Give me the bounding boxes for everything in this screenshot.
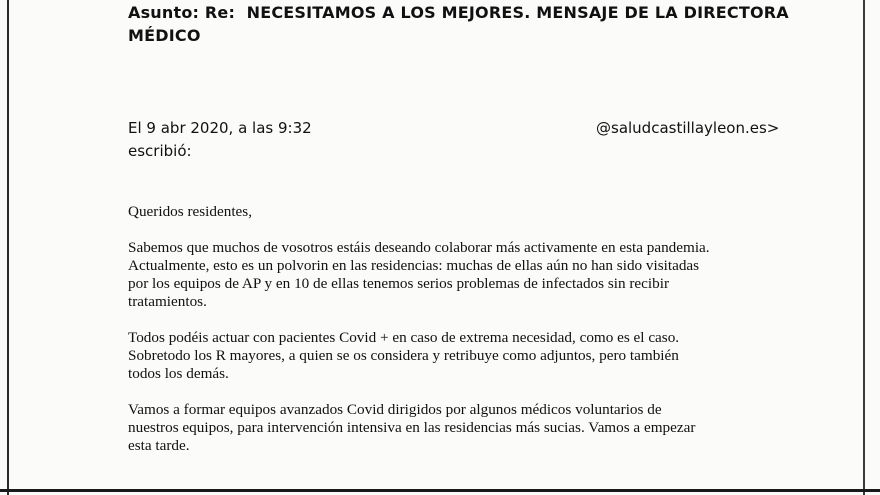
paragraph-1 bbox=[128, 239, 788, 311]
paragraph-1-line: Actualmente, esto es un polvorin en las residencias: muchas de ellas aún no han sido visitadas bbox=[128, 257, 700, 274]
paragraph-2 bbox=[128, 329, 788, 383]
paragraph-1-line: Sabemos que muchos de vosotros estáis deseando colaborar más activamente en esta pandemia. bbox=[128, 239, 710, 256]
email-subject bbox=[128, 1, 828, 47]
email-meta bbox=[128, 117, 312, 163]
paragraph-3-line: nuestros equipos, para intervención intensiva en las residencias más sucias. Vamos a empezar bbox=[128, 419, 696, 436]
subject-line-1: NECESITAMOS A LOS MEJORES. MENSAJE DE LA DIRECTORA bbox=[246, 3, 789, 22]
paper-right-edge bbox=[863, 0, 865, 495]
paragraph-3-line: esta tarde. bbox=[128, 437, 190, 454]
paragraph-1-line: por los equipos de AP y en 10 de ellas tenemos serios problemas de infectados sin recibir bbox=[128, 275, 670, 292]
paper-bottom-edge bbox=[0, 489, 880, 492]
email-body bbox=[128, 203, 788, 473]
subject-prefix: Asunto: Re: bbox=[128, 3, 236, 22]
greeting: Queridos residentes, bbox=[128, 203, 252, 220]
paper-left-edge bbox=[7, 0, 9, 495]
paragraph-3 bbox=[128, 401, 788, 455]
paragraph-2-line: todos los demás. bbox=[128, 365, 229, 382]
paragraph-3-line: Vamos a formar equipos avanzados Covid dirigidos por algunos médicos voluntarios de bbox=[128, 401, 662, 418]
paragraph-2-line: Sobretodo los R mayores, a quien se os considera y retribuye como adjuntos, pero también bbox=[128, 347, 679, 364]
subject-line-2: MÉDICO bbox=[128, 26, 201, 45]
paragraph-1-line: tratamientos. bbox=[128, 293, 207, 310]
date-line: El 9 abr 2020, a las 9:32 bbox=[128, 119, 312, 137]
sender-address: @saludcastillayleon.es> bbox=[596, 119, 780, 137]
paragraph-2-line: Todos podéis actuar con pacientes Covid + en caso de extrema necesidad, como es el caso. bbox=[128, 329, 680, 346]
wrote-label: escribió: bbox=[128, 142, 192, 160]
